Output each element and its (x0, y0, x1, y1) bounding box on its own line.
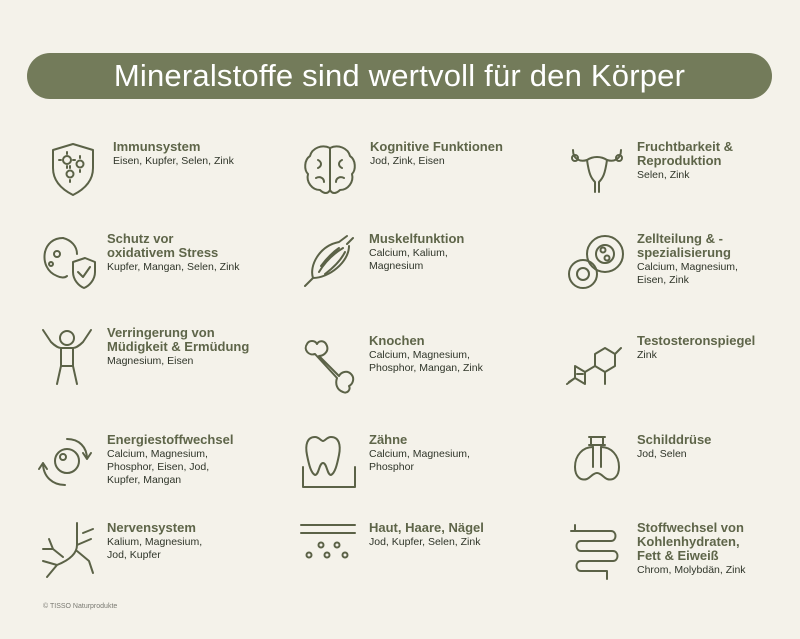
skin-layers-icon (299, 521, 359, 581)
item-minerals: Calcium, Magnesium, Phosphor, Eisen, Jod, Kupfer, Mangan (107, 448, 210, 486)
item-minerals: Selen, Zink (637, 169, 690, 181)
item-haut-haare-naegel (299, 521, 549, 601)
cell-shield-icon (37, 232, 97, 292)
item-energiestoffwechsel (37, 433, 287, 513)
person-arms-up-icon (37, 326, 97, 386)
shield-virus-icon (43, 140, 103, 200)
item-title: Schilddrüse (637, 432, 712, 447)
item-knochen (299, 334, 549, 414)
item-title: Knochen (369, 333, 425, 348)
item-title: Energiestoffwechsel (107, 432, 234, 447)
item-minerals: Calcium, Magnesium, Phosphor (369, 448, 470, 473)
item-minerals: Calcium, Magnesium, Eisen, Zink (637, 261, 738, 286)
item-fruchtbarkeit (567, 140, 800, 220)
item-minerals: Eisen, Kupfer, Selen, Zink (113, 155, 234, 167)
item-minerals: Kupfer, Mangan, Selen, Zink (107, 261, 240, 273)
energy-cycle-icon (37, 433, 97, 493)
thyroid-icon (567, 433, 627, 493)
item-zellteilung (567, 232, 800, 312)
copyright: © TISSO Naturprodukte (43, 603, 118, 610)
item-title: Schutz vor oxidativem Stress (107, 231, 219, 260)
item-minerals: Jod, Kupfer, Selen, Zink (369, 536, 481, 548)
intestine-icon (567, 521, 627, 581)
item-title: Testosteronspiegel (637, 333, 756, 348)
item-title: Muskelfunktion (369, 231, 465, 246)
muscle-icon (299, 232, 359, 292)
item-minerals: Kalium, Magnesium, Jod, Kupfer (107, 536, 203, 561)
item-testosteron (563, 334, 800, 414)
item-immunsystem (43, 140, 293, 220)
item-title: Stoffwechsel von Kohlenhydraten, Fett & Eiweiß (637, 520, 744, 563)
item-kognitive-funktionen (300, 140, 550, 220)
item-oxidativer-stress (37, 232, 287, 312)
item-schilddruese (567, 433, 800, 513)
item-minerals: Calcium, Magnesium, Phosphor, Mangan, Zink (369, 349, 483, 374)
item-title: Fruchtbarkeit & Reproduktion (637, 139, 734, 168)
item-title: Haut, Haare, Nägel (369, 520, 484, 535)
nerve-icon (37, 521, 97, 581)
item-minerals: Chrom, Molybdän, Zink (637, 564, 746, 576)
steroid-molecule-icon (563, 334, 623, 394)
cell-division-icon (567, 232, 627, 292)
item-minerals: Magnesium, Eisen (107, 355, 194, 367)
bone-icon (299, 334, 359, 394)
item-title: Immunsystem (113, 139, 201, 154)
item-minerals: Calcium, Kalium, Magnesium (369, 247, 448, 272)
page-title: Mineralstoffe sind wertvoll für den Körper (113, 58, 686, 93)
item-minerals: Zink (637, 349, 657, 361)
item-zaehne (299, 433, 549, 513)
item-title: Kognitive Funktionen (370, 139, 503, 154)
tooth-icon (299, 433, 359, 493)
item-nervensystem (37, 521, 287, 601)
item-title: Nervensystem (107, 520, 196, 535)
item-title: Zähne (369, 432, 408, 447)
item-minerals: Jod, Zink, Eisen (370, 155, 445, 167)
brain-icon (300, 140, 360, 200)
item-title: Verringerung von Müdigkeit & Ermüdung (107, 325, 250, 354)
item-stoffwechsel-makro (567, 521, 800, 601)
item-minerals: Jod, Selen (637, 448, 687, 460)
item-muedigkeit (37, 326, 287, 406)
uterus-icon (567, 140, 627, 200)
item-muskelfunktion (299, 232, 549, 312)
item-title: Zellteilung & - spezialisierung (637, 231, 731, 260)
